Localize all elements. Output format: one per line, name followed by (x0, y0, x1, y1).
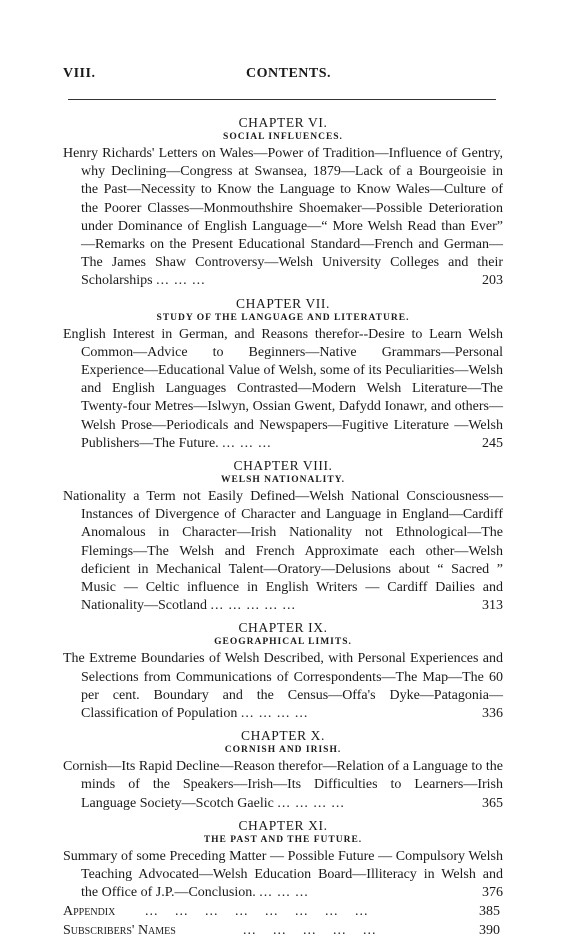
chapter-entry (63, 457, 503, 615)
page-number: 390 (479, 922, 500, 938)
page-number: 385 (479, 903, 500, 919)
running-title: CONTENTS. (246, 66, 332, 81)
leader-dots: ... ... ... ... ... (210, 598, 296, 614)
chapter-subheading: SOCIAL INFLUENCES. (223, 132, 343, 142)
chapter-entry (63, 619, 503, 723)
chapter-subheading: GEOGRAPHICAL LIMITS. (214, 637, 352, 648)
chapter-heading: CHAPTER X. (240, 728, 325, 744)
chapter-entry (63, 295, 503, 453)
entry-label: Appendix (63, 903, 116, 919)
chapter-heading: CHAPTER IX. (238, 620, 328, 636)
summary-text: Nationality a Term not Easily Defined—Welsh National Consciousness—Instances of Divergence of Character and Language in England—Cardiff Anomalous in Character—Irish Nationality not Ethnological—The Flemings—The Welsh and French Approximate each other—Welsh deficient in Mechanical Talent—Oratory—Delusions about “ Sacred ” Music — Celtic influence in English Writers — Cardiff Dailies and Nationality—Scotland (63, 489, 503, 614)
chapter-subheading: STUDY OF THE LANGUAGE AND LITERATURE. (156, 312, 410, 323)
chapter-subheading: CORNISH AND IRISH. (224, 745, 342, 756)
chapter-summary (63, 848, 503, 903)
appendix-entry (63, 903, 503, 922)
chapter-heading: CHAPTER VII. (236, 295, 330, 311)
chapter-subheading: THE PAST AND THE FUTURE. (203, 834, 363, 845)
chapter-summary (63, 650, 503, 723)
leader-dots: ... ... ... (259, 885, 309, 901)
chapter-entry (63, 817, 503, 903)
chapter-summary (63, 145, 503, 291)
chapter-heading: CHAPTER VI. (238, 115, 328, 130)
chapter-summary (63, 488, 503, 615)
summary-text: Summary of some Preceding Matter — Possible Future — Compulsory Welsh Teaching Advocated—Welsh Education Board—Illiteracy in Welsh and the Office of J.P.—Conclusion. (63, 848, 503, 901)
page-number: 376 (482, 885, 503, 901)
chapter-entry (63, 727, 503, 813)
header-rule (68, 99, 496, 100)
page-number: 336 (482, 706, 503, 722)
page-number: 313 (482, 598, 503, 614)
leader-dots: ... ... ... (222, 435, 272, 451)
summary-text: English Interest in German, and Reasons therefor--Desire to Learn Welsh Common—Advice to Beginners—Native Grammars—Personal Experience—Educational Value of Welsh, some of its Peculiarities—Welsh and English Languages Contrasted—Modern Welsh Literature—The Twenty-four Metres—Islwyn, Ossian Gwent, Dafydd Ionawr, and others—Welsh Prose—Periodicals and Newspapers—Fugitive Literature —Welsh Publishers—The Future. (63, 326, 503, 451)
leader-dots: ... ... ... ... ... (243, 922, 377, 938)
leader-dots: ... ... ... ... ... ... ... ... (145, 903, 369, 919)
chapter-summary (63, 758, 503, 813)
running-head (63, 66, 499, 86)
leader-dots: ... ... ... ... (277, 795, 345, 811)
summary-text: Cornish—Its Rapid Decline—Reason therefor—Relation of a Language to the minds of the Speakers—Irish—Its Difficulties to Learners—Irish Language Society—Scotch Gaelic (63, 759, 503, 811)
entry-label: Subscribers' Names (63, 922, 176, 938)
leader-dots: ... ... ... ... (240, 706, 309, 722)
page-folio: VIII. (63, 66, 96, 81)
chapter-subheading: WELSH NATIONALITY. (220, 475, 346, 486)
chapter-summary (63, 326, 503, 453)
contents-list (63, 110, 503, 941)
chapter-heading: CHAPTER VIII. (233, 458, 333, 474)
summary-text: Henry Richards' Letters on Wales—Power of Tradition—Influence of Gentry, why Declining—Congress at Swansea, 1879—Lack of a Bourgeoisie in the Past—Necessity to Know the Language to Know Wales—Culture of the Poorer Classes—Monmouthshire Shoemaker—Possible Deterioration under Dominance of English Language—“ More Welsh Read than Ever” —Remarks on the Present Educational Standard—French and German—The James Shaw Controversy—Welsh University Colleges and their Scholarships (63, 146, 503, 289)
page-number: 365 (482, 795, 503, 811)
chapter-heading: CHAPTER XI. (238, 817, 328, 833)
page-number: 203 (482, 273, 503, 289)
summary-text: The Extreme Boundaries of Welsh Described, with Personal Experiences and Selections from Communications of Correspondents—The Map—The 60 per cent. Boundary and the Census—Offa's Dyke—Patagonia—Classification of Population (63, 651, 503, 722)
leader-dots: ... ... ... (156, 273, 206, 289)
chapter-entry (63, 114, 503, 291)
subscribers-entry (63, 922, 503, 941)
page-number: 245 (482, 435, 503, 451)
